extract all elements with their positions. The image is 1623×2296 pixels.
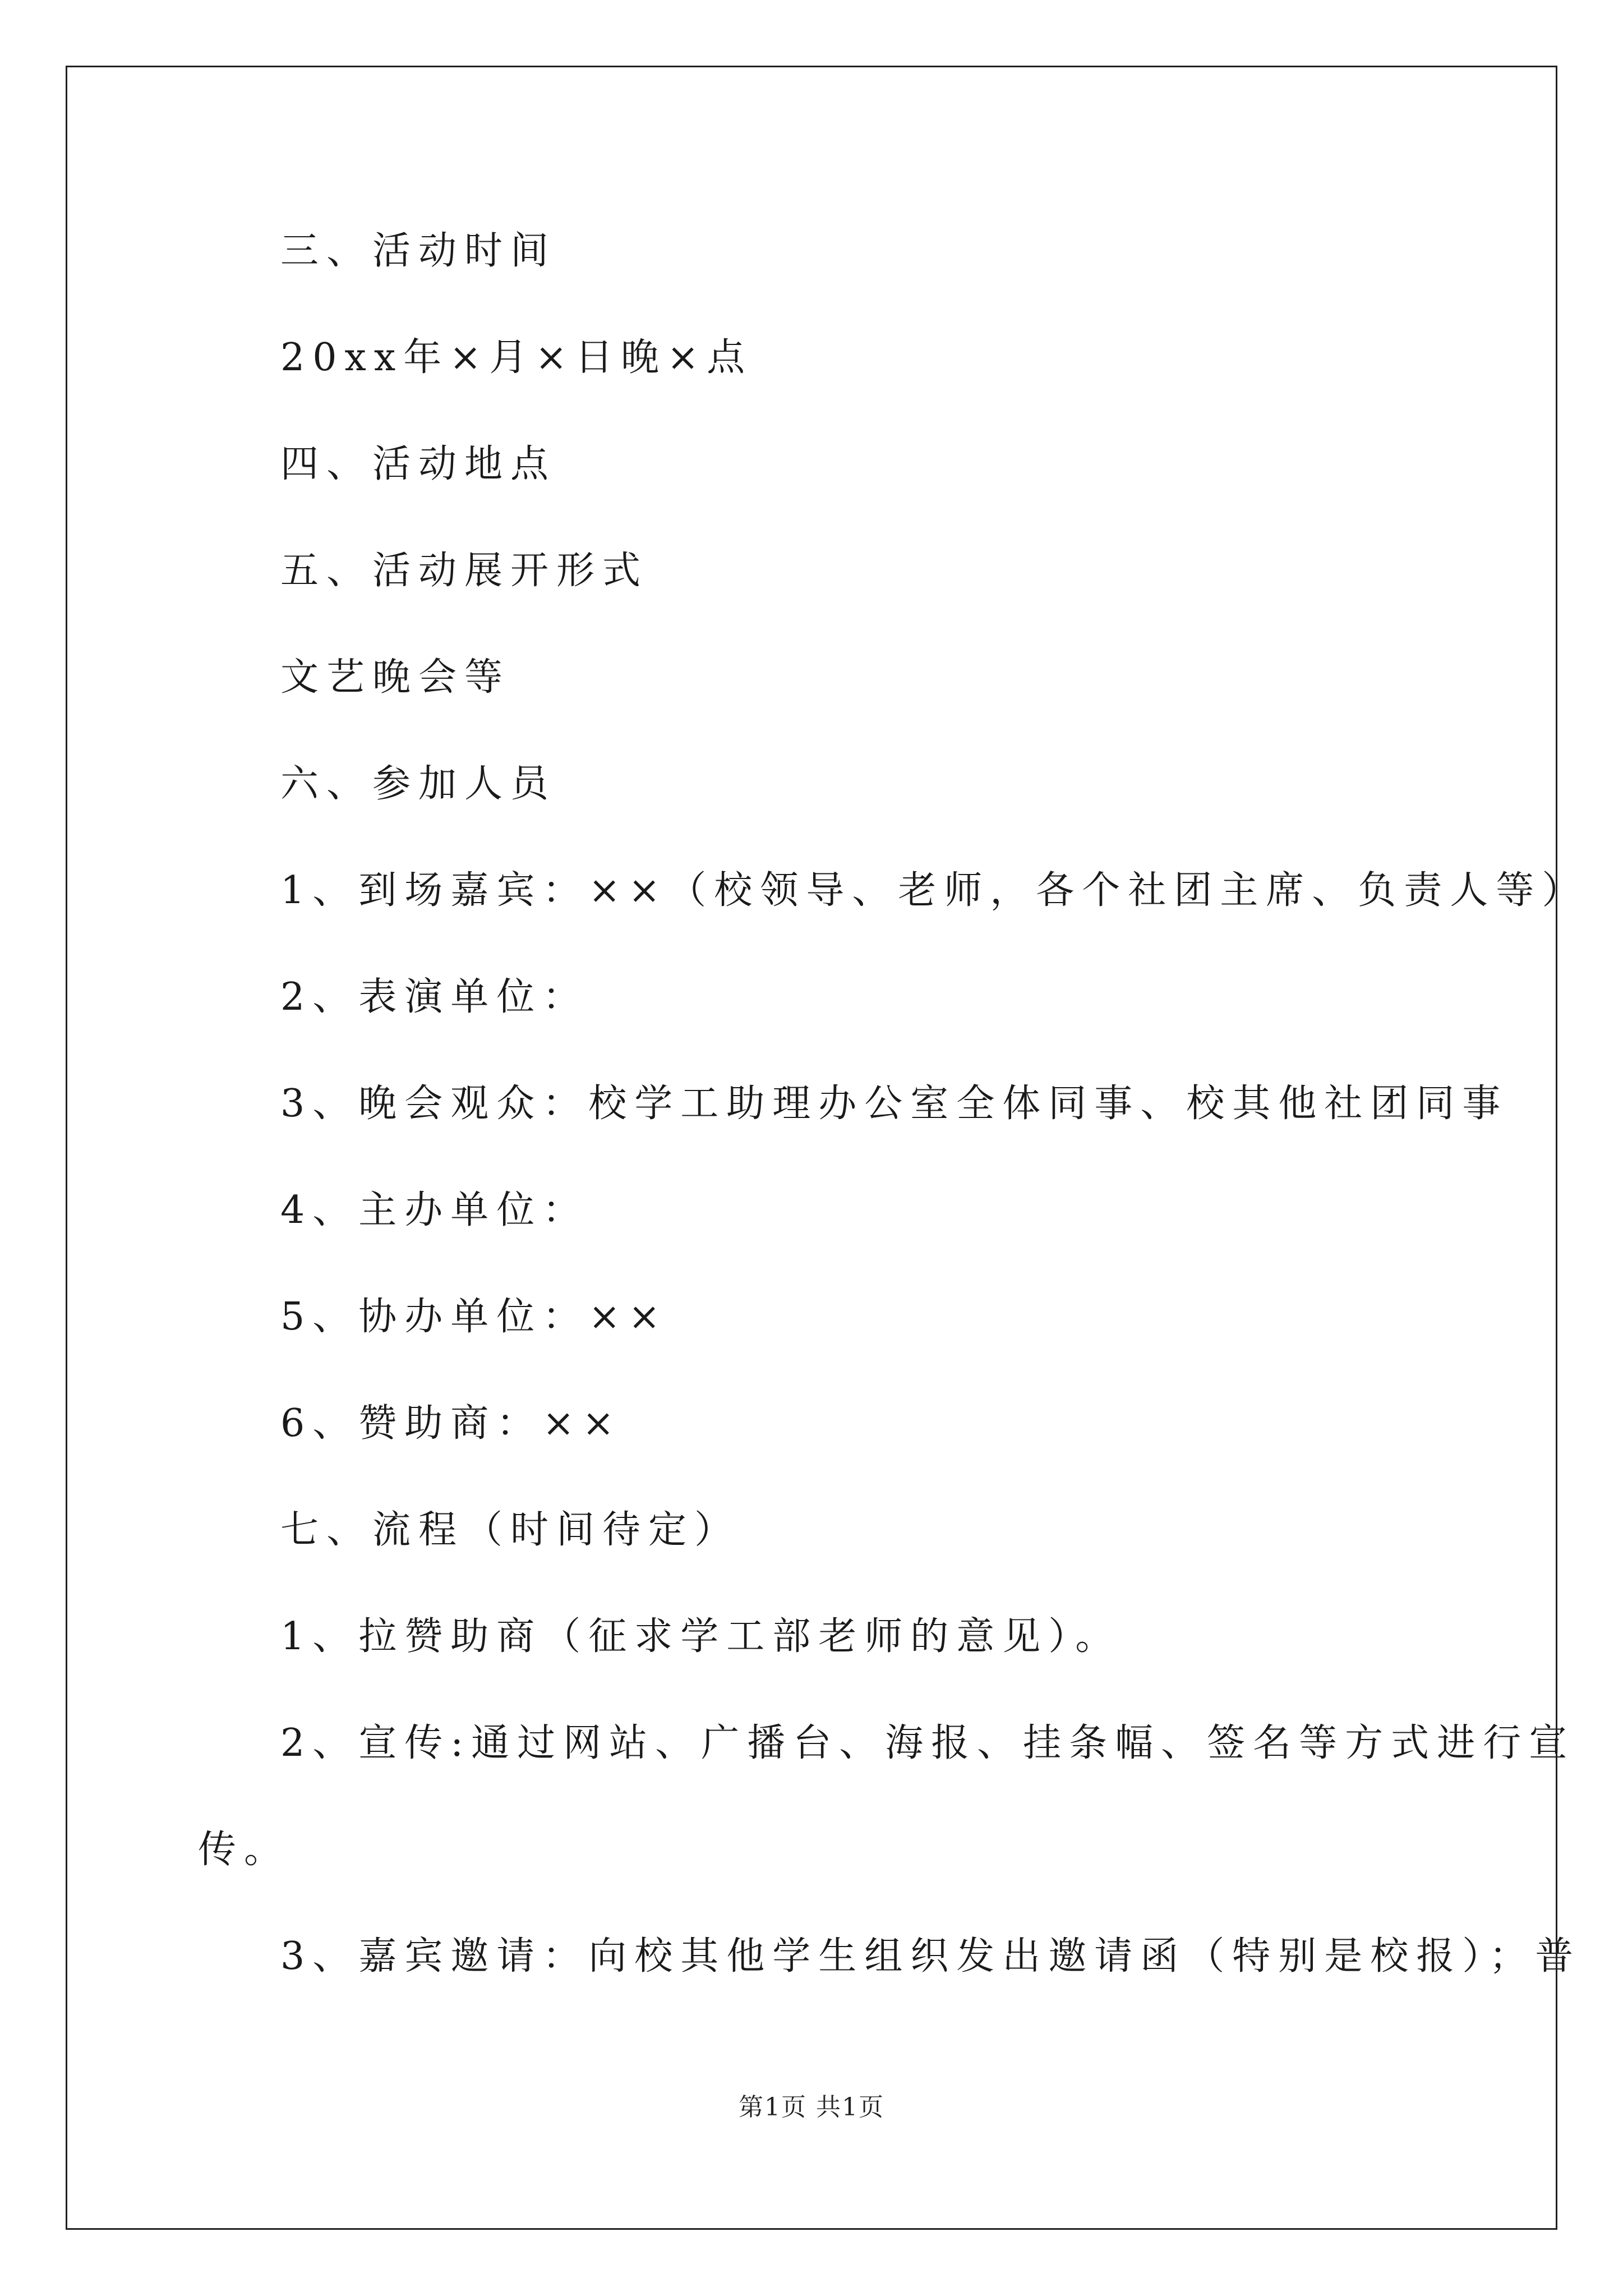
section-heading-participants: 六、参加人员 (280, 762, 557, 806)
participants-item-organizer: 4、主办单位： (280, 1188, 589, 1232)
section-heading-activity-format: 五、活动展开形式 (280, 549, 649, 593)
process-item-publicity-continued: 传。 (198, 1828, 291, 1872)
page-footer: 第1页 共1页 (739, 2093, 884, 2122)
activity-time-value: 20xx年×月×日晚×点 (280, 335, 753, 380)
activity-format-value: 文艺晚会等 (280, 655, 511, 700)
section-heading-activity-location: 四、活动地点 (280, 442, 557, 486)
process-item-invitations: 3、嘉宾邀请：向校其他学生组织发出邀请函（特别是校报）；普 (280, 1934, 1581, 1978)
section-heading-process: 七、流程（时间待定） (280, 1508, 741, 1552)
participants-item-audience: 3、晚会观众：校学工助理办公室全体同事、校其他社团同事 (280, 1082, 1509, 1126)
participants-item-co-organizer: 5、协办单位：×× (280, 1295, 668, 1339)
participants-item-guests: 1、到场嘉宾：××（校领导、老师，各个社团主席、负责人等） (280, 868, 1588, 913)
section-heading-activity-time: 三、活动时间 (280, 229, 557, 273)
participants-item-performers: 2、表演单位： (280, 975, 589, 1019)
process-item-sponsorship: 1、拉赞助商（征求学工部老师的意见）。 (280, 1614, 1122, 1659)
process-item-publicity: 2、宣传:通过网站、广播台、海报、挂条幅、签名等方式进行宣 (280, 1721, 1575, 1765)
participants-item-sponsor: 6、赞助商：×× (280, 1401, 623, 1446)
